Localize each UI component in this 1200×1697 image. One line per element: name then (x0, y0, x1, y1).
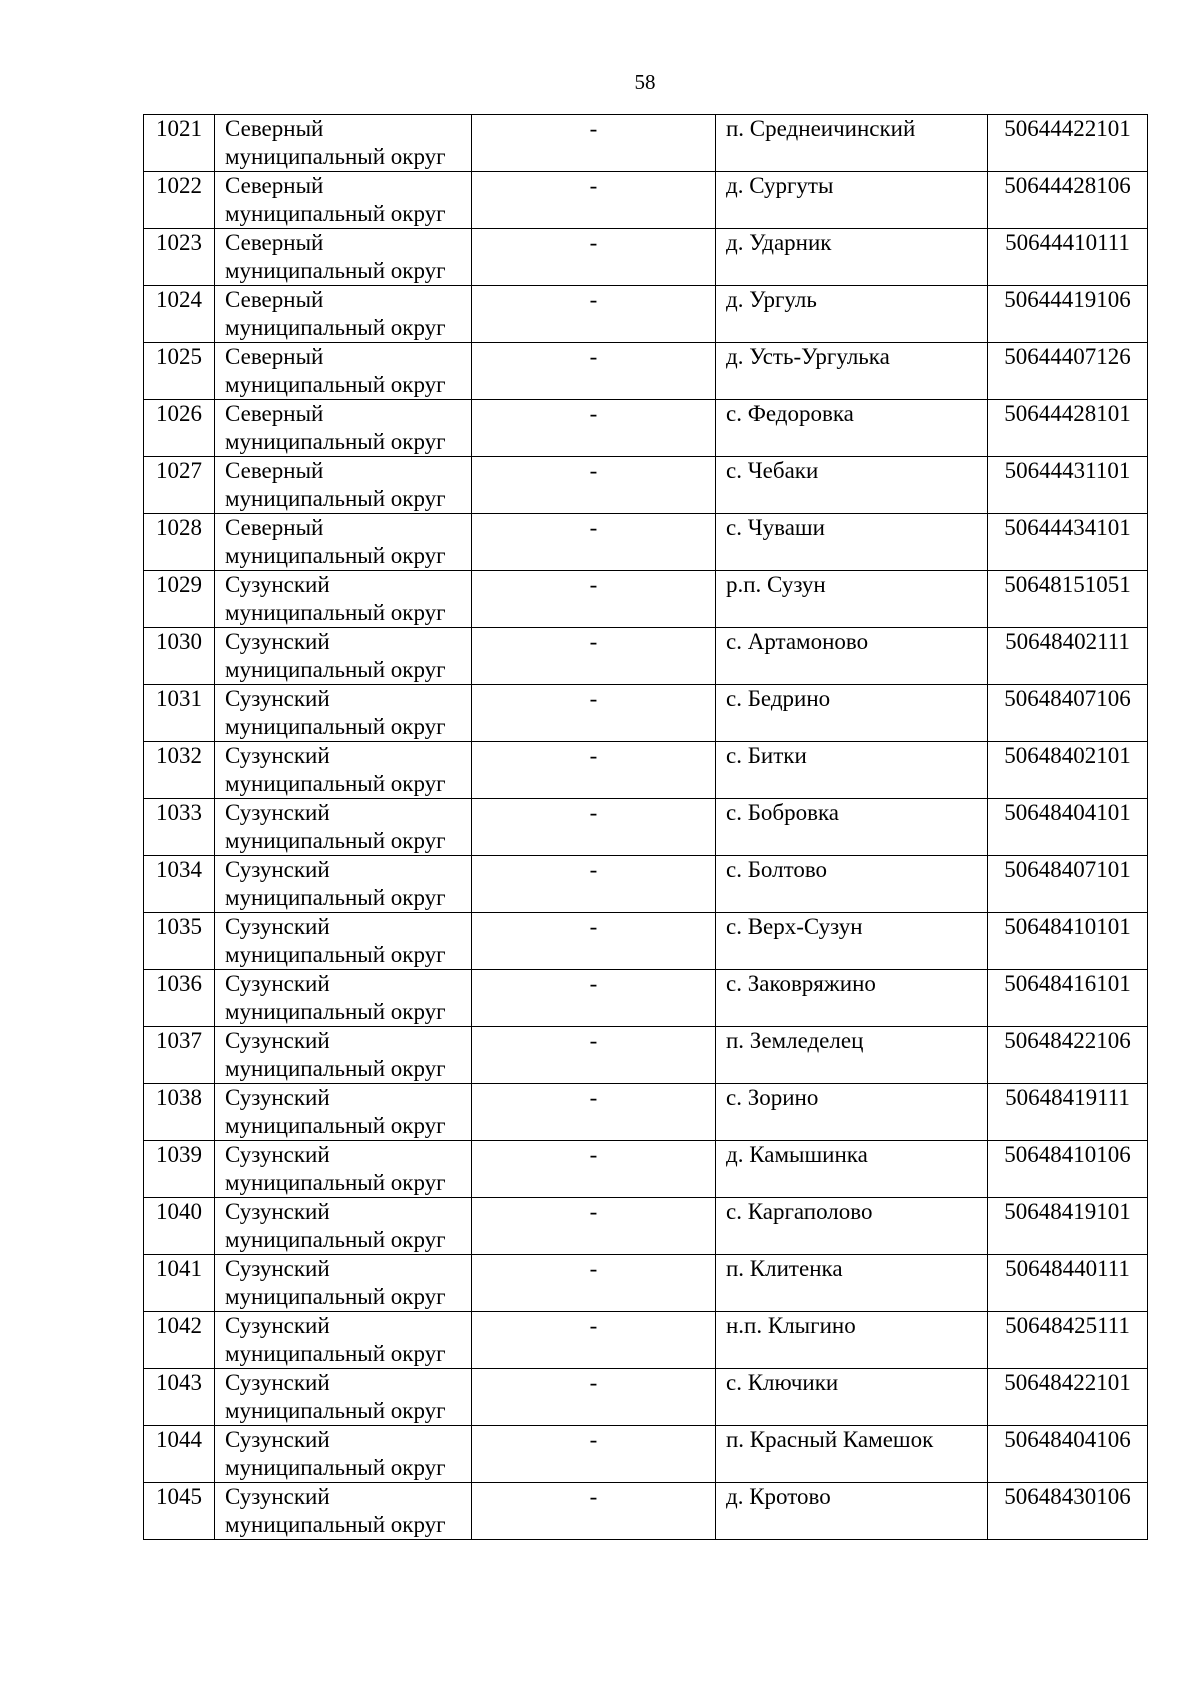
district-cell (215, 628, 472, 685)
oktmo-code-cell: 50648430106 (988, 1483, 1148, 1540)
dash-cell: - (472, 1483, 716, 1540)
district-name: Сузунский (225, 857, 330, 882)
oktmo-code-cell: 50644419106 (988, 286, 1148, 343)
district-type: муниципальный округ (225, 144, 446, 169)
table-row (144, 970, 1148, 1027)
oktmo-code-cell: 50648402111 (988, 628, 1148, 685)
oktmo-code-cell: 50648404106 (988, 1426, 1148, 1483)
table-row (144, 1255, 1148, 1312)
locality-cell: д. Ургуль (716, 286, 988, 343)
oktmo-code-cell: 50648422106 (988, 1027, 1148, 1084)
dash-cell: - (472, 1198, 716, 1255)
district-name: Северный (225, 173, 324, 198)
district-name: Сузунский (225, 1028, 330, 1053)
dash-cell: - (472, 799, 716, 856)
row-number-cell: 1026 (144, 400, 215, 457)
dash-cell: - (472, 571, 716, 628)
table-row (144, 514, 1148, 571)
district-name: Сузунский (225, 914, 330, 939)
locality-cell: п. Клитенка (716, 1255, 988, 1312)
locality-cell: с. Ключики (716, 1369, 988, 1426)
district-name: Сузунский (225, 1427, 330, 1452)
district-name: Сузунский (225, 971, 330, 996)
table-row (144, 1312, 1148, 1369)
district-type: муниципальный округ (225, 1455, 446, 1480)
oktmo-code-cell: 50644431101 (988, 457, 1148, 514)
table-row (144, 913, 1148, 970)
district-type: муниципальный округ (225, 999, 446, 1024)
oktmo-code-cell: 50644434101 (988, 514, 1148, 571)
district-cell (215, 1084, 472, 1141)
district-cell (215, 286, 472, 343)
row-number-cell: 1037 (144, 1027, 215, 1084)
table-row (144, 856, 1148, 913)
district-type: муниципальный округ (225, 486, 446, 511)
district-cell (215, 1255, 472, 1312)
locality-cell: д. Кротово (716, 1483, 988, 1540)
oktmo-code-cell: 50648410101 (988, 913, 1148, 970)
dash-cell: - (472, 970, 716, 1027)
district-cell (215, 514, 472, 571)
table-row (144, 343, 1148, 400)
row-number-cell: 1030 (144, 628, 215, 685)
locality-cell: с. Верх-Сузун (716, 913, 988, 970)
table-row (144, 172, 1148, 229)
row-number-cell: 1029 (144, 571, 215, 628)
district-cell (215, 685, 472, 742)
district-cell (215, 1369, 472, 1426)
settlements-table (143, 114, 1148, 1540)
district-type: муниципальный округ (225, 1284, 446, 1309)
oktmo-code-cell: 50644410111 (988, 229, 1148, 286)
locality-cell: с. Болтово (716, 856, 988, 913)
district-type: муниципальный округ (225, 657, 446, 682)
dash-cell: - (472, 1312, 716, 1369)
district-type: муниципальный округ (225, 543, 446, 568)
district-type: муниципальный округ (225, 258, 446, 283)
oktmo-code-cell: 50648416101 (988, 970, 1148, 1027)
table-row (144, 115, 1148, 172)
row-number-cell: 1035 (144, 913, 215, 970)
table-row (144, 1369, 1148, 1426)
row-number-cell: 1031 (144, 685, 215, 742)
locality-cell: п. Красный Камешок (716, 1426, 988, 1483)
locality-cell: с. Зорино (716, 1084, 988, 1141)
district-name: Северный (225, 458, 324, 483)
district-cell (215, 457, 472, 514)
district-type: муниципальный округ (225, 885, 446, 910)
locality-cell: д. Камышинка (716, 1141, 988, 1198)
locality-cell: с. Артамоново (716, 628, 988, 685)
dash-cell: - (472, 343, 716, 400)
dash-cell: - (472, 1084, 716, 1141)
oktmo-code-cell: 50648419111 (988, 1084, 1148, 1141)
district-cell (215, 1426, 472, 1483)
oktmo-code-cell: 50644422101 (988, 115, 1148, 172)
district-name: Сузунский (225, 1256, 330, 1281)
dash-cell: - (472, 628, 716, 685)
district-type: муниципальный округ (225, 714, 446, 739)
district-cell (215, 172, 472, 229)
district-type: муниципальный округ (225, 1113, 446, 1138)
table-row (144, 1198, 1148, 1255)
table-row (144, 286, 1148, 343)
district-name: Сузунский (225, 1085, 330, 1110)
district-name: Северный (225, 116, 324, 141)
district-name: Сузунский (225, 629, 330, 654)
district-name: Северный (225, 344, 324, 369)
table-body (144, 115, 1148, 1540)
table-row (144, 742, 1148, 799)
row-number-cell: 1039 (144, 1141, 215, 1198)
district-type: муниципальный округ (225, 1512, 446, 1537)
district-type: муниципальный округ (225, 771, 446, 796)
oktmo-code-cell: 50648404101 (988, 799, 1148, 856)
oktmo-code-cell: 50648407106 (988, 685, 1148, 742)
row-number-cell: 1022 (144, 172, 215, 229)
table-row (144, 1027, 1148, 1084)
district-type: муниципальный округ (225, 1056, 446, 1081)
oktmo-code-cell: 50648425111 (988, 1312, 1148, 1369)
row-number-cell: 1044 (144, 1426, 215, 1483)
locality-cell: р.п. Сузун (716, 571, 988, 628)
locality-cell: с. Бедрино (716, 685, 988, 742)
dash-cell: - (472, 1369, 716, 1426)
locality-cell: п. Среднеичинский (716, 115, 988, 172)
locality-cell: с. Заковряжино (716, 970, 988, 1027)
oktmo-code-cell: 50648440111 (988, 1255, 1148, 1312)
dash-cell: - (472, 913, 716, 970)
oktmo-code-cell: 50644428101 (988, 400, 1148, 457)
row-number-cell: 1034 (144, 856, 215, 913)
table-row (144, 1483, 1148, 1540)
row-number-cell: 1045 (144, 1483, 215, 1540)
oktmo-code-cell: 50648422101 (988, 1369, 1148, 1426)
district-cell (215, 799, 472, 856)
district-name: Сузунский (225, 686, 330, 711)
district-type: муниципальный округ (225, 315, 446, 340)
district-name: Сузунский (225, 1484, 330, 1509)
dash-cell: - (472, 1255, 716, 1312)
row-number-cell: 1028 (144, 514, 215, 571)
dash-cell: - (472, 172, 716, 229)
dash-cell: - (472, 1426, 716, 1483)
oktmo-code-cell: 50648410106 (988, 1141, 1148, 1198)
district-cell (215, 1141, 472, 1198)
oktmo-code-cell: 50644407126 (988, 343, 1148, 400)
locality-cell: с. Битки (716, 742, 988, 799)
page-number: 58 (634, 70, 656, 94)
district-cell (215, 970, 472, 1027)
district-name: Северный (225, 401, 324, 426)
table-row (144, 457, 1148, 514)
dash-cell: - (472, 229, 716, 286)
dash-cell: - (472, 457, 716, 514)
district-cell (215, 400, 472, 457)
row-number-cell: 1041 (144, 1255, 215, 1312)
locality-cell: п. Земледелец (716, 1027, 988, 1084)
locality-cell: с. Чебаки (716, 457, 988, 514)
district-name: Сузунский (225, 572, 330, 597)
district-cell (215, 742, 472, 799)
locality-cell: с. Бобровка (716, 799, 988, 856)
district-cell (215, 913, 472, 970)
locality-cell: с. Чуваши (716, 514, 988, 571)
dash-cell: - (472, 1141, 716, 1198)
row-number-cell: 1032 (144, 742, 215, 799)
table-row (144, 799, 1148, 856)
table-row (144, 1084, 1148, 1141)
dash-cell: - (472, 286, 716, 343)
dash-cell: - (472, 685, 716, 742)
row-number-cell: 1023 (144, 229, 215, 286)
row-number-cell: 1043 (144, 1369, 215, 1426)
district-name: Сузунский (225, 1142, 330, 1167)
oktmo-code-cell: 50648151051 (988, 571, 1148, 628)
locality-cell: с. Федоровка (716, 400, 988, 457)
district-name: Сузунский (225, 800, 330, 825)
dash-cell: - (472, 400, 716, 457)
district-type: муниципальный округ (225, 1398, 446, 1423)
district-type: муниципальный округ (225, 942, 446, 967)
district-cell (215, 571, 472, 628)
row-number-cell: 1042 (144, 1312, 215, 1369)
district-name: Сузунский (225, 1370, 330, 1395)
district-cell (215, 343, 472, 400)
district-type: муниципальный округ (225, 600, 446, 625)
dash-cell: - (472, 115, 716, 172)
table-row (144, 1426, 1148, 1483)
district-name: Сузунский (225, 1199, 330, 1224)
table-row (144, 571, 1148, 628)
district-cell (215, 229, 472, 286)
row-number-cell: 1021 (144, 115, 215, 172)
row-number-cell: 1033 (144, 799, 215, 856)
district-name: Сузунский (225, 743, 330, 768)
table-row (144, 1141, 1148, 1198)
locality-cell: д. Ударник (716, 229, 988, 286)
dash-cell: - (472, 514, 716, 571)
district-name: Северный (225, 287, 324, 312)
district-name: Сузунский (225, 1313, 330, 1338)
dash-cell: - (472, 856, 716, 913)
district-cell (215, 1483, 472, 1540)
oktmo-code-cell: 50648419101 (988, 1198, 1148, 1255)
district-type: муниципальный округ (225, 201, 446, 226)
table-row (144, 229, 1148, 286)
district-name: Северный (225, 515, 324, 540)
oktmo-code-cell: 50644428106 (988, 172, 1148, 229)
district-cell (215, 1027, 472, 1084)
district-type: муниципальный округ (225, 828, 446, 853)
row-number-cell: 1024 (144, 286, 215, 343)
table-row (144, 685, 1148, 742)
district-type: муниципальный округ (225, 1227, 446, 1252)
row-number-cell: 1040 (144, 1198, 215, 1255)
dash-cell: - (472, 742, 716, 799)
row-number-cell: 1036 (144, 970, 215, 1027)
district-type: муниципальный округ (225, 1341, 446, 1366)
locality-cell: с. Каргаполово (716, 1198, 988, 1255)
table-row (144, 628, 1148, 685)
row-number-cell: 1038 (144, 1084, 215, 1141)
district-cell (215, 115, 472, 172)
table-row (144, 400, 1148, 457)
district-type: муниципальный округ (225, 1170, 446, 1195)
district-name: Северный (225, 230, 324, 255)
oktmo-code-cell: 50648402101 (988, 742, 1148, 799)
row-number-cell: 1025 (144, 343, 215, 400)
locality-cell: д. Сургуты (716, 172, 988, 229)
locality-cell: д. Усть-Ургулька (716, 343, 988, 400)
district-type: муниципальный округ (225, 429, 446, 454)
district-type: муниципальный округ (225, 372, 446, 397)
oktmo-code-cell: 50648407101 (988, 856, 1148, 913)
row-number-cell: 1027 (144, 457, 215, 514)
district-cell (215, 856, 472, 913)
district-cell (215, 1198, 472, 1255)
locality-cell: н.п. Клыгино (716, 1312, 988, 1369)
dash-cell: - (472, 1027, 716, 1084)
district-cell (215, 1312, 472, 1369)
